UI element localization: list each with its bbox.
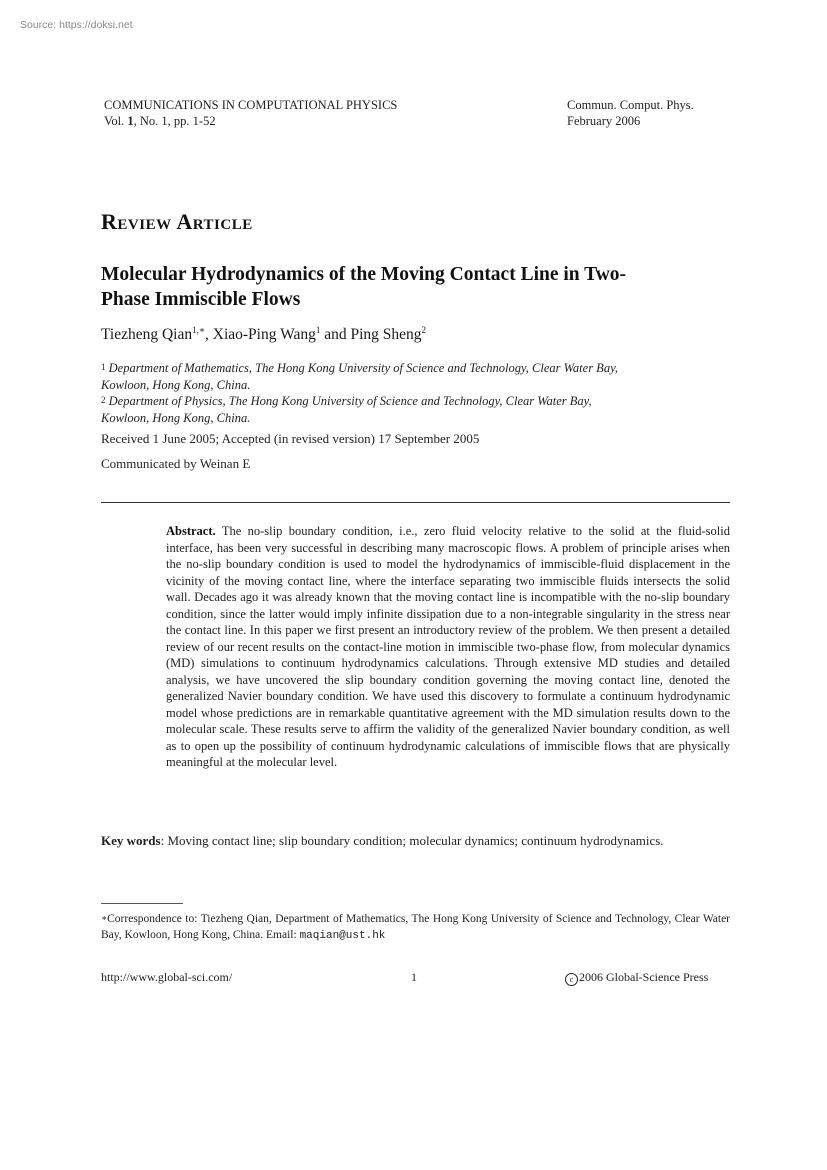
source-watermark: Source: https://doksi.net xyxy=(20,19,133,31)
author-affil-mark: 1,∗ xyxy=(192,325,205,335)
abstract xyxy=(166,523,730,771)
article-type: Review Article xyxy=(101,209,253,234)
affiliation-text: Department of Mathematics, The Hong Kong University of Science and Technology, Clear Water Bay, Kowloon, Hong Kong, China. xyxy=(101,361,619,392)
copyright-text: 2006 Global-Science Press xyxy=(579,970,709,984)
abstract-text: The no-slip boundary condition, i.e., zero fluid velocity relative to the solid at the fluid-solid interface, has been very successful in describing many macroscopic flows. A problem of principle arises when the no-slip boundary condition is used to model the hydrodynamics of immiscible-fluid displacement in the vicinity of the moving contact line, where the interface separating two immiscible fluids intersects the solid wall. Decades ago it was already known that the moving contact line is incompatible with the no-slip boundary condition, since the latter would imply infinite dissipation due to a non-integrable singularity in the stress near the contact line. In this paper we first present an introductory review of the problem. We then present a detailed review of our recent results on the contact-line motion in immiscible two-phase flow, from molecular dynamics (MD) simulations to continuum hydrodynamics calculations. Through extensive MD studies and detailed analysis, we have uncovered the slip boundary condition governing the moving contact line, denoted the generalized Navier boundary condition. We have used this discovery to formulate a continuum hydrodynamic model whose predictions are in remarkable quantitative agreement with the MD simulation results down to the molecular scale. These results serve to affirm the validity of the generalized Navier boundary condition, as well as to open up the possibility of continuum hydrodynamic calculations of immiscible flows that are physically meaningful at the molecular level. xyxy=(166,524,730,769)
communicated-by: Communicated by Weinan E xyxy=(101,456,251,471)
author-list xyxy=(101,326,426,344)
author-separator: and xyxy=(320,326,351,343)
correspondence-footnote xyxy=(101,912,730,944)
affiliation-number: 1 xyxy=(101,362,106,372)
footnote-divider xyxy=(101,903,183,904)
keywords-text: : Moving contact line; slip boundary condition; molecular dynamics; continuum hydrodynamics. xyxy=(160,833,664,848)
keywords xyxy=(101,832,730,849)
journal-name: COMMUNICATIONS IN COMPUTATIONAL PHYSICS xyxy=(104,98,398,112)
author-name: Tiezheng Qian xyxy=(101,326,193,343)
journal-abbrev: Commun. Comput. Phys. xyxy=(567,98,694,112)
copyright-icon: c xyxy=(565,973,578,986)
email-link[interactable]: maqian@ust.hk xyxy=(299,929,386,942)
affiliation-text: Department of Physics, The Hong Kong University of Science and Technology, Clear Water Bay, Kowloon, Hong Kong, China. xyxy=(101,394,592,425)
volume-number: 1 xyxy=(127,114,134,128)
author-name: Xiao-Ping Wang xyxy=(212,326,316,343)
author-affil-mark: 1 xyxy=(315,325,321,335)
issue-date: February 2006 xyxy=(567,114,641,128)
footnote-text: Correspondence to: Tiezheng Qian, Department of Mathematics, The Hong Kong University of Science and Technology, Clear Water Bay, Kowloon, Hong Kong, China. Email: xyxy=(101,913,730,941)
volume-prefix: Vol. xyxy=(104,114,128,128)
affiliation xyxy=(101,360,621,393)
volume-info xyxy=(104,113,397,129)
author-name: Ping Sheng xyxy=(350,326,422,343)
affiliation-number: 2 xyxy=(101,395,106,405)
footnote-mark: ∗ xyxy=(101,913,108,923)
keywords-label: Key words xyxy=(101,833,161,848)
section-divider xyxy=(101,502,730,503)
author-separator: , xyxy=(205,326,213,343)
volume-suffix: , No. 1, pp. 1-52 xyxy=(133,114,216,128)
author-affil-mark: 2 xyxy=(421,325,427,335)
copyright xyxy=(565,970,708,986)
abstract-label: Abstract. xyxy=(166,524,216,538)
paper-title: Molecular Hydrodynamics of the Moving Contact Line in Two-Phase Immiscible Flows xyxy=(101,264,627,310)
journal-header-right xyxy=(567,97,694,129)
received-dates: Received 1 June 2005; Accepted (in revised version) 17 September 2005 xyxy=(101,431,480,446)
page-number: 1 xyxy=(411,970,417,984)
affiliations xyxy=(101,360,621,426)
affiliation xyxy=(101,393,621,426)
publisher-url[interactable]: http://www.global-sci.com/ xyxy=(101,970,233,984)
journal-header-left xyxy=(104,97,397,129)
